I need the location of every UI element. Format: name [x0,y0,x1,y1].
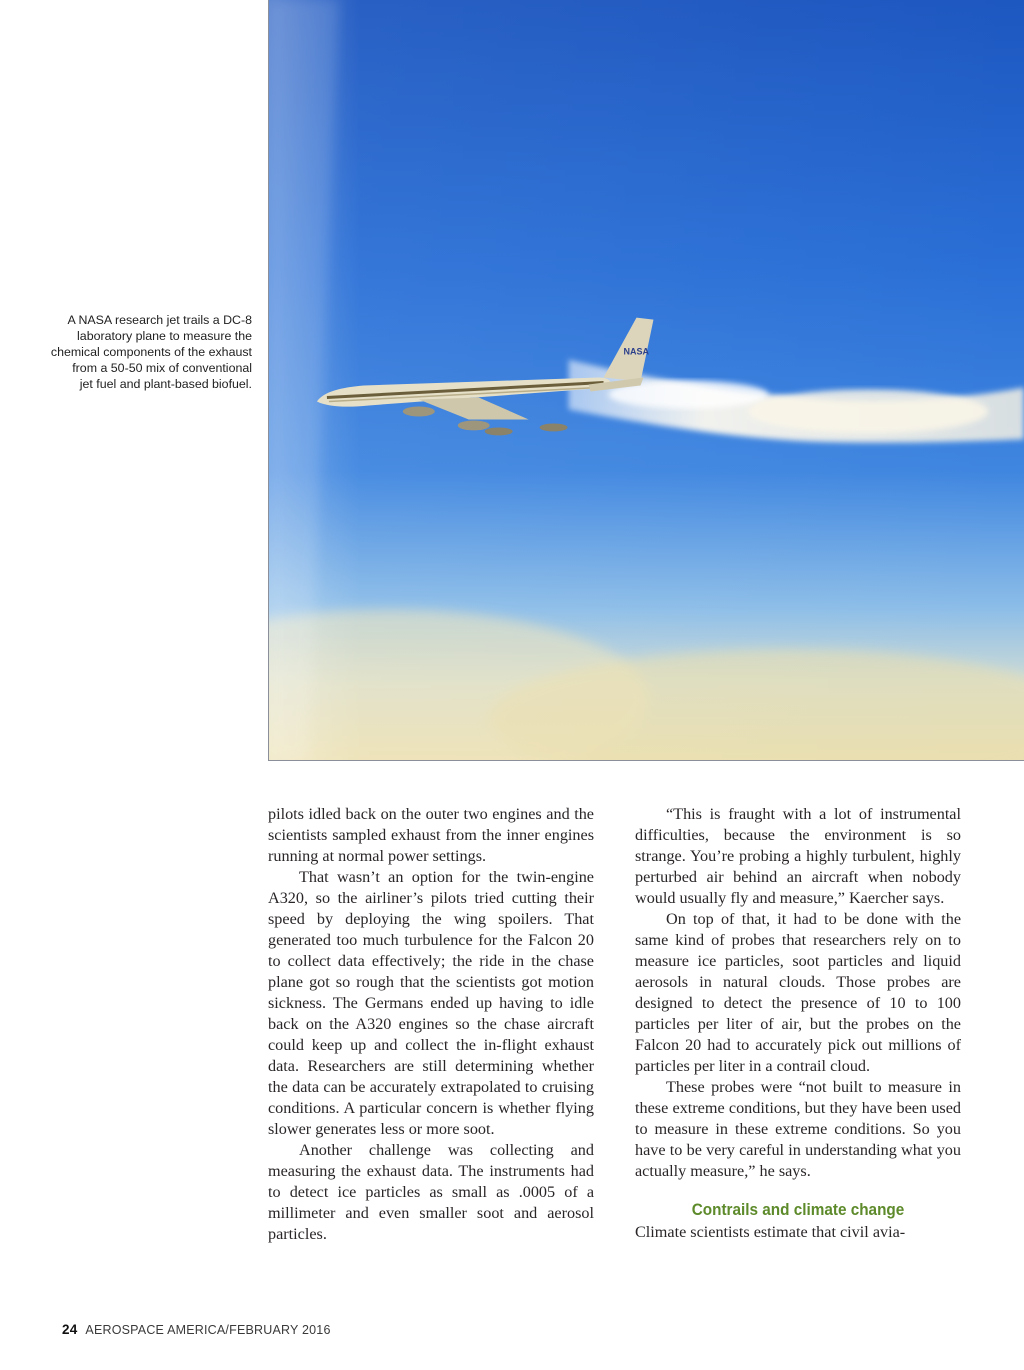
photo-canvas [269,0,1024,760]
caption-line: from a 50-50 mix of conventional [72,361,252,375]
page-footer [62,1322,331,1337]
page-number: 24 [62,1322,78,1337]
caption-line: laboratory plane to measure the [77,329,252,343]
section-subhead: Contrails and climate change [691,1200,905,1219]
body-paragraph: These probes were “not built to measure in these extreme conditions, but they have been used to measure in these extreme conditions. So you have to be very careful in understanding what you actually measure,” he says. [635,1078,961,1180]
airplane-contrail-photo [268,0,1024,761]
body-paragraph: pilots idled back on the outer two engines and the scientists sampled exhaust from the inner engines running at normal power settings. [268,805,594,865]
article-column-left [268,804,594,1245]
article-column-right [635,804,961,1243]
publication-line: AEROSPACE AMERICA/FEBRUARY 2016 [85,1323,331,1337]
caption-line: A NASA research jet trails a DC-8 [67,313,252,327]
tail-marking: NASA [623,346,649,357]
photo-caption [40,312,252,392]
caption-line: jet fuel and plant-based biofuel. [79,377,252,391]
body-paragraph: Climate scientists estimate that civil avia- [635,1223,906,1241]
body-paragraph: “This is fraught with a lot of instrumental difficulties, because the environment is so strange. You’re probing a highly turbulent, highly perturbed air behind an aircraft when nobody would usually fly and measure,” Kaercher says. [635,805,961,907]
body-paragraph: Another challenge was collecting and measuring the exhaust data. The instruments had to detect ice particles as small as .0005 of a millimeter and even smaller soot and aerosol particles. [268,1141,594,1243]
body-paragraph: On top of that, it had to be done with the same kind of probes that researchers rely on to measure ice particles, soot particles and liquid aerosols in natural clouds. Those probes are designed to detect the presence of 10 to 100 particles per liter of air, but the probes on the Falcon 20 had to accurately pick out millions of particles per liter in a contrail cloud. [635,910,961,1075]
caption-line: chemical components of the exhaust [50,345,252,359]
body-paragraph: That wasn’t an option for the twin-engine A320, so the airliner’s pilots tried cutting their speed by deploying the wing spoilers. That generated too much turbulence for the Falcon 20 to collect data effectively; the ride in the chase plane got so rough that the scientists got motion sickness. The Germans ended up having to idle back on the A320 engines so the chase aircraft could keep up and collect the in-flight exhaust data. Researchers are still determining whether the data can be accurately extrapolated to cruising conditions. A particular concern is whether flying slower generates less or more soot. [268,868,594,1138]
